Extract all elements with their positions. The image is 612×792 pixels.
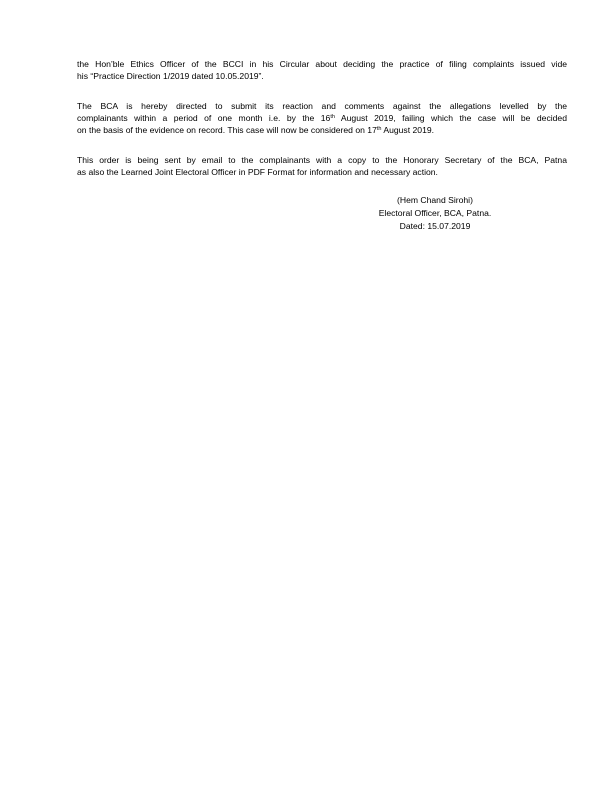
signatory-designation: Electoral Officer, BCA, Patna. <box>378 208 492 218</box>
paragraph-line <box>77 112 567 124</box>
paragraph-line: his “Practice Direction 1/2019 dated 10.05.2019”. <box>77 71 264 82</box>
signature-block <box>355 194 515 233</box>
paragraph-email-order <box>77 154 567 178</box>
ordinal-suffix: th <box>330 114 335 121</box>
paragraph-line: as also the Learned Joint Electoral Officer in PDF Format for information and necessary action. <box>77 167 438 178</box>
text-fragment: complainants within a period of one month i.e. by the 16 <box>77 113 331 124</box>
paragraph-ethics-officer <box>77 58 567 82</box>
paragraph-line: This order is being sent by email to the complainants with a copy to the Honorary Secretary of the BCA, Patna <box>77 155 567 165</box>
text-fragment: August 2019, failing which the case will be decided <box>334 113 567 124</box>
text-fragment: on the basis of the evidence on record. This case will now be considered on 17 <box>77 125 377 136</box>
paragraph-line <box>77 124 567 136</box>
text-fragment: August 2019. <box>381 125 435 136</box>
ordinal-suffix: th <box>376 126 382 133</box>
paragraph-line: The BCA is hereby directed to submit its reaction and comments against the allegations levelled by the <box>77 101 567 111</box>
paragraph-bca-directive <box>77 100 567 137</box>
paragraph-line: the Hon’ble Ethics Officer of the BCCI in his Circular about deciding the practice of filing complaints issued vide <box>77 59 567 69</box>
signatory-name: (Hem Chand Sirohi) <box>397 195 473 205</box>
signature-date: Dated: 15.07.2019 <box>399 221 471 231</box>
